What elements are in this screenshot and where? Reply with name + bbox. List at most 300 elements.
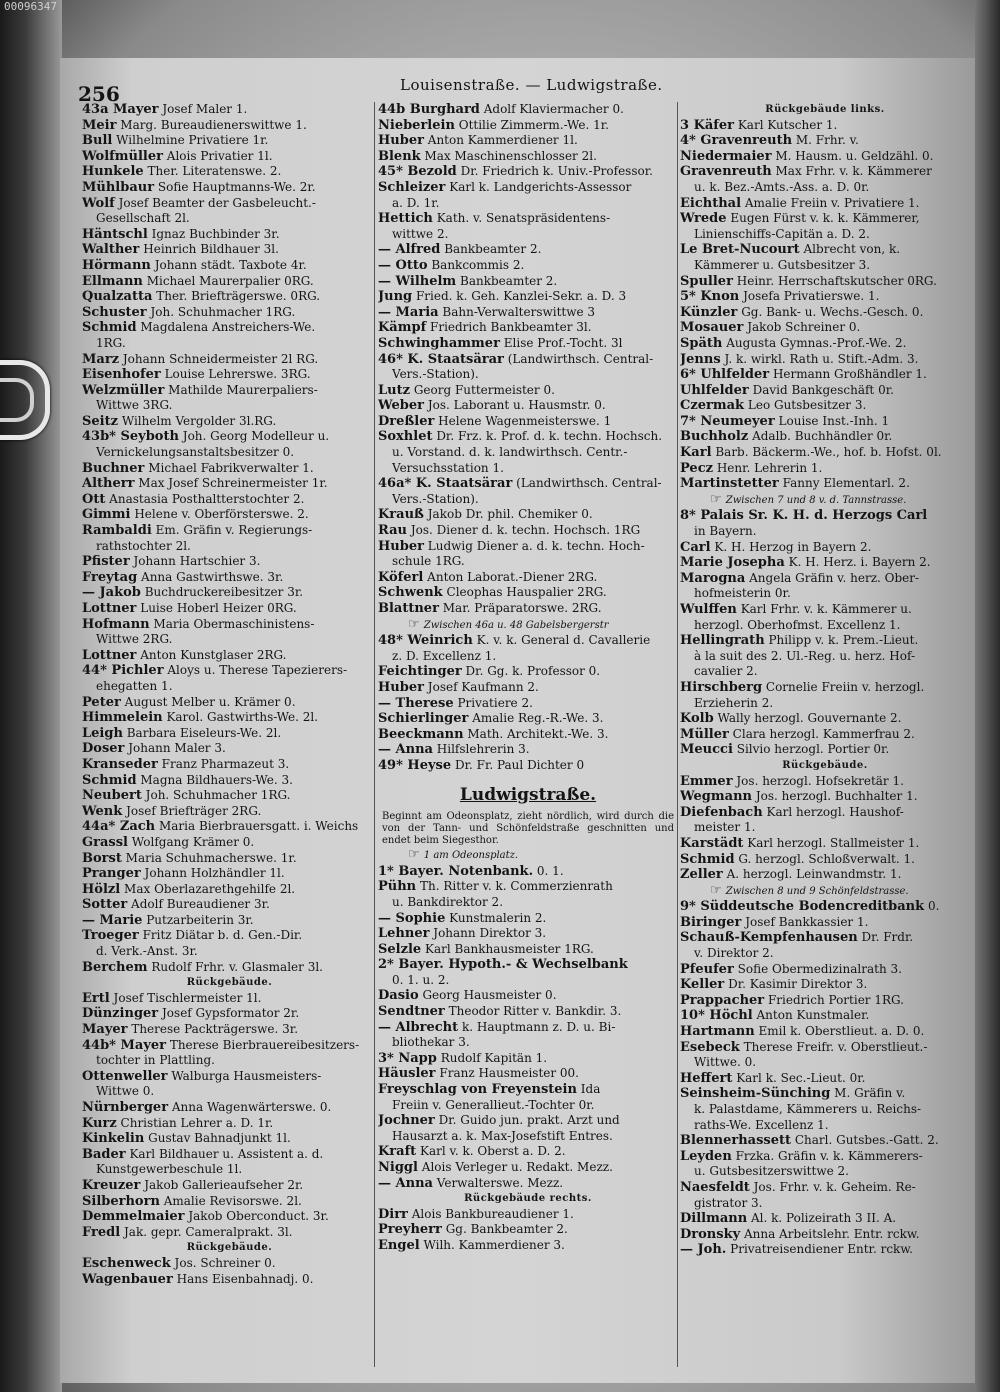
directory-entry [82,648,377,664]
directory-entry [378,758,678,774]
entry-details: Alois Privatier 1l. [166,148,273,163]
entry-details: August Melber u. Krämer 0. [124,694,296,709]
entry-name: 3* Napp [378,1050,437,1066]
directory-entry [378,1113,678,1129]
entry-name: 46a* K. Staatsärar [378,476,513,492]
entry-name: Spuller [680,273,733,289]
entry-details: Wilhelm Vergolder 3l.RG. [121,413,277,428]
entry-details: Therese Packträgerswe. 3r. [131,1022,299,1037]
entry-details: Amalie Revisorswe. 2l. [163,1193,302,1208]
entry-details: Johann Holzhändler 1l. [144,866,285,881]
pointing-hand-icon: ☞ [710,882,726,898]
entry-details: Anna Arbeitslehr. Entr. rckw. [743,1226,920,1241]
entry-name: Engel [378,1237,420,1253]
entry-name: 9* Süddeutsche Bodencreditbank [680,899,925,915]
entry-name: Hellingrath [680,633,765,649]
directory-entry [82,928,377,944]
entry-details: Silvio herzogl. Portier 0r. [736,742,890,757]
entry-name: Schauß-Kempfenhausen [680,930,858,946]
entry-details: G. herzogl. Schloßverwalt. 1. [738,851,915,866]
directory-entry [680,540,970,556]
entry-details: Johann Maler 3. [128,741,226,756]
entry-name: Zeller [680,867,723,883]
entry-name: Wolfmüller [82,148,163,164]
directory-entry [680,1024,970,1040]
entry-continuation: Versuchsstation 1. [392,460,504,475]
entry-details: Karl herzogl. Stallmeister 1. [747,835,920,850]
entry-details: Bankcommis 2. [431,257,525,272]
entry-name: Sendtner [378,1004,445,1020]
entry-details: Bankbeamter 2. [444,242,542,257]
entry-details: Adalb. Buchhändler 0r. [752,429,893,444]
entry-details: Cleophas Hauspalier 2RG. [446,585,607,600]
entry-details: Magna Bildhauers-We. 3. [140,772,293,787]
entry-details: David Bankgeschäft 0r. [752,382,894,397]
entry-name: Uhlfelder [680,382,749,398]
entry-details: Eugen Fürst v. k. k. Kämmerer, [730,211,920,226]
entry-name: Krauß [378,507,424,523]
directory-entry [378,1160,678,1176]
directory-entry [680,742,970,758]
entry-details: Johann Hartschier 3. [133,554,261,569]
directory-entry [680,118,970,134]
entry-name: Köferl [378,569,424,585]
entry-details: Wilhelmine Privatiere 1r. [116,133,269,148]
entry-name: Nürnberger [82,1100,169,1115]
entry-continuation: bliothekar 3. [392,1035,470,1050]
directory-entry [82,180,377,196]
entry-name: Seinsheim-Sünching [680,1086,831,1102]
entry-details: Elise Prof.-Tocht. 3l [503,335,623,350]
directory-entry [82,1256,377,1272]
entry-details: Fritz Diätar b. d. Gen.-Dir. [142,928,303,943]
directory-entry [378,957,678,973]
entry-name: — Jakob [82,585,141,601]
entry-name: Freytag [82,569,138,585]
entry-name: Hettich [378,211,433,227]
entry-details: Ignaz Buchbinder 3r. [151,226,280,241]
entry-name: Meir [82,117,117,133]
entry-details: Alois Verleger u. Redakt. Mezz. [421,1160,613,1174]
directory-entry [680,398,970,414]
directory-entry [82,991,377,1007]
entry-name: Schleizer [378,179,446,195]
directory-entry [378,242,678,258]
entry-continuation: Freiin v. Generallieut.-Tochter 0r. [392,1097,595,1112]
directory-entry [680,461,970,477]
entry-details: Hilfslehrerin 3. [436,742,530,757]
directory-entry [82,695,377,711]
entry-details: Max Maschinenschlosser 2l. [424,148,597,163]
directory-entry [378,711,678,727]
entry-name: Biringer [680,914,742,930]
directory-entry [378,1238,678,1254]
directory-entry [82,570,377,586]
entry-details: Joh. Georg Modelleur u. [182,429,330,444]
street-section-title: Ludwigstraße. [459,784,597,805]
entry-name: Eschenweck [82,1255,171,1271]
cross-street-note [378,617,678,634]
directory-entry [378,633,678,649]
entry-details: Albrecht von, k. [803,242,901,257]
directory-entry [378,1020,678,1036]
entry-name: Kurz [82,1115,117,1131]
entry-name: Schmid [680,851,735,867]
entry-name: Müller [680,726,729,742]
entry-details: Jakob Oberconduct. 3r. [188,1209,329,1224]
directory-entry [680,429,970,445]
directory-entry [378,879,678,895]
entry-details: Kath. v. Senatspräsidentens- [436,211,611,226]
entry-details: Gg. Bankbeamter 2. [445,1222,568,1237]
entry-continuation: z. D. Excellenz 1. [392,648,497,663]
building-subheading: Rückgebäude. [186,977,273,989]
entry-name: Emmer [680,773,733,789]
pointing-hand-icon: ☞ [408,847,424,863]
entry-name: Fredl [82,1224,121,1240]
directory-entry [378,864,678,880]
entry-details: Emil k. Oberstlieut. a. D. 0. [758,1024,925,1039]
entry-name: Marogna [680,570,746,586]
directory-entry [680,367,970,383]
entry-details: Math. Architekt.-We. 3. [467,726,609,741]
entry-name: 1* Bayer. Notenbank. [378,863,534,879]
entry-continuation: Linienschiffs-Capitän a. D. 2. [694,226,870,241]
entry-name: 4* Gravenreuth [680,133,793,149]
entry-name: Hartmann [680,1024,755,1040]
entry-details: Charl. Gutsbes.-Gatt. 2. [794,1133,939,1148]
entry-details: Jakob Dr. phil. Chemiker 0. [427,507,593,522]
directory-entry [378,476,678,492]
entry-continuation: in Bayern. [694,524,757,539]
entry-continuation: Vers.-Station). [392,491,479,506]
entry-details: Augusta Gymnas.-Prof.-We. 2. [726,335,907,350]
entry-details: Josef Bankkassier 1. [745,914,869,929]
entry-name: Meucci [680,742,733,758]
entry-details: Ther. Literatenswe. 2. [147,164,282,179]
entry-name: 44b* Mayer [82,1037,166,1053]
directory-entry [82,196,377,212]
entry-continuation: Erzieherin 2. [694,695,774,710]
entry-details: Rudolf Kapitän 1. [440,1050,548,1065]
cross-street-note [378,847,678,864]
entry-details: Anton Kunstmaler. [756,1008,870,1023]
directory-entry [82,1272,377,1288]
directory-entry [378,429,678,445]
entry-details: Walburga Hausmeisters- [171,1068,322,1083]
entry-name: Eisenhofer [82,367,161,383]
entry-details: Hans Eisenbahnadj. 0. [176,1271,314,1286]
directory-entry [680,320,970,336]
directory-entry [82,118,377,134]
entry-details: Maria Obermaschinistens- [153,616,315,631]
entry-name: Silberhorn [82,1193,160,1209]
entry-details: Magdalena Anstreichers-We. [140,320,316,335]
entry-details: Philipp v. k. Prem.-Lieut. [768,633,919,648]
entry-name: Esebeck [680,1039,740,1055]
entry-name: Wrede [680,211,727,227]
entry-name: Hölzl [82,881,121,897]
entry-name: Soxhlet [378,429,433,445]
directory-entry [82,788,377,804]
entry-details: Amalie Reg.-R.-We. 3. [472,711,604,726]
directory-entry [378,1144,678,1160]
entry-details: Helene v. Oberförsterswe. 2. [134,507,309,522]
entry-continuation: a. D. 1r. [392,195,440,210]
building-subheading: Rückgebäude. [782,759,868,771]
entry-details: Josef Gypsformator 2r. [162,1006,300,1021]
entry-name: Nieberlein [378,117,455,133]
entry-continuation: Wittwe 3RG. [96,398,173,413]
entry-name: Ellmann [82,273,143,289]
directory-entry [378,398,678,414]
entry-continuation: Wittwe 2RG. [96,632,173,647]
entry-details: Johann Direktor 3. [433,926,547,941]
directory-entry [82,554,377,570]
entry-details: Anton Kunstglaser 2RG. [140,647,287,662]
directory-entry [680,305,970,321]
directory-entry [82,1225,377,1241]
entry-name: 10* Höchl [680,1008,753,1024]
entry-name: Rambaldi [82,523,152,539]
entry-details: Michael Fabrikverwalter 1. [148,460,314,475]
entry-details: Angela Gräfin v. herz. Ober- [749,570,920,585]
entry-details: Johann städt. Taxbote 4r. [154,257,307,272]
entry-details: Jos. Diener d. k. techn. Hochsch. 1RG [410,523,641,538]
entry-name: — Marie [82,912,143,928]
cross-street-note [680,492,970,509]
directory-entry [680,1133,970,1149]
entry-name: Dünzinger [82,1006,159,1022]
directory-entry [680,383,970,399]
cross-street-text: Zwischen 7 und 8 v. d. Tannstrasse. [725,494,907,506]
column-2 [378,102,678,1254]
directory-entry [378,305,678,321]
entry-name: Bader [82,1146,126,1162]
entry-continuation: 0. 1. u. 2. [392,972,450,987]
entry-details: Wally herzogl. Gouvernante 2. [717,711,902,726]
directory-entry [680,555,970,571]
entry-details: Johann Schneidermeister 2l RG. [122,351,319,366]
entry-continuation: v. Direktor 2. [694,946,774,961]
entry-name: 44* Pichler [82,663,164,679]
directory-entry [680,289,970,305]
entry-details: Josef Kaufmann 2. [427,679,539,694]
directory-entry [82,757,377,773]
entry-name: Dasio [378,988,419,1004]
entry-name: Jenns [680,351,721,367]
entry-continuation: gistrator 3. [694,1195,763,1210]
entry-continuation: tochter in Plattling. [96,1053,215,1068]
directory-entry [378,414,678,430]
entry-continuation: Gesellschaft 2l. [96,211,190,226]
entry-name: Späth [680,335,723,351]
entry-name: Wagenbauer [82,1271,173,1287]
entry-details: Al. k. Polizeirath 3 II. A. [751,1211,897,1226]
entry-details: Wilh. Kammerdiener 3. [423,1237,565,1252]
column-1 [82,102,377,1287]
entry-details: Jak. gepr. Cameralprakt. 3l. [123,1224,293,1239]
directory-entry [680,899,970,915]
entry-name: Pfister [82,554,130,570]
entry-name: Gravenreuth [680,164,772,180]
directory-entry [82,1100,377,1116]
entry-name: 6* Uhlfelder [680,367,770,383]
directory-entry [82,726,377,742]
entry-name: Karl [680,445,712,461]
directory-entry [680,867,970,883]
cross-street-text: Zwischen 46a u. 48 Gabelsbergerstr [423,619,609,631]
directory-entry [378,523,678,539]
entry-details: Alois Bankbureaudiener 1. [411,1206,574,1221]
directory-entry [82,663,377,679]
directory-entry [378,507,678,523]
directory-entry [82,461,377,477]
entry-details: J. k. wirkl. Rath u. Stift.-Adm. 3. [724,351,919,366]
directory-entry [378,1051,678,1067]
entry-details: Dr. Kasimir Direktor 3. [728,977,868,992]
directory-entry [82,1178,377,1194]
directory-entry [82,149,377,165]
entry-name: Schwenk [378,585,443,601]
directory-entry [680,1242,970,1258]
entry-name: 2* Bayer. Hypoth.- & Wechselbank [378,957,628,973]
entry-continuation: 1RG. [96,335,126,350]
directory-entry [378,988,678,1004]
directory-entry [82,227,377,243]
entry-details: Sofie Obermedizinalrath 3. [737,961,902,976]
page-number: 256 [78,82,120,106]
entry-details: Aloys u. Therese Tapezierers- [167,663,348,678]
entry-name: Schuster [82,304,147,320]
directory-entry [378,258,678,274]
entry-details: Louise Inst.-Inh. 1 [778,413,890,428]
entry-name: — Sophie [378,910,446,926]
entry-name: Blennerhassett [680,1133,792,1149]
entry-details: Josef Beamter der Gasbeleucht.- [118,195,316,210]
entry-name: Mosauer [680,320,744,336]
entry-name: Dreßler [378,413,435,429]
entry-name: — Joh. [680,1242,727,1258]
directory-entry [680,336,970,352]
directory-entry [680,774,970,790]
entry-name: Wolf [82,195,115,211]
entry-details: Karl Frhr. v. k. Kämmerer u. [740,602,912,616]
entry-name: 44b Burghard [378,102,480,117]
entry-name: Dirr [378,1206,408,1222]
entry-details: Friedrich Portier 1RG. [767,992,904,1007]
entry-name: 44a* Zach [82,819,156,835]
scan-id: 00096347 [4,0,57,13]
directory-entry [680,711,970,727]
entry-details: Gg. Bank- u. Wechs.-Gesch. 0. [741,304,924,319]
entry-name: — Anna [378,742,433,758]
directory-entry [378,585,678,601]
entry-details: Anna Wagenwärterswe. 0. [171,1100,332,1114]
directory-entry [82,897,377,913]
entry-name: Kämpf [378,320,427,336]
entry-details: Josef Tischlermeister 1l. [113,990,262,1005]
entry-continuation: schule 1RG. [392,554,465,569]
entry-name: Hofmann [82,616,150,632]
directory-entry [82,601,377,617]
entry-details: Josef Briefträger 2RG. [126,803,262,818]
entry-name: — Therese [378,695,454,711]
entry-details: Barbara Eiseleurs-We. 2l. [126,725,282,740]
directory-entry [378,149,678,165]
entry-name: Häntschl [82,226,148,242]
entry-name: Kolb [680,711,714,727]
directory-entry [680,1086,970,1102]
entry-details: Leo Gutsbesitzer 3. [747,398,867,413]
directory-entry [82,866,377,882]
directory-entry [82,429,377,445]
entry-name: Schierlinger [378,711,469,727]
entry-name: 3 Käfer [680,117,735,133]
directory-entry [82,1209,377,1225]
directory-entry [82,507,377,523]
entry-name: 5* Knon [680,289,740,305]
entry-details: Christian Lehrer a. D. 1r. [120,1115,274,1130]
entry-continuation: Vernickelungsanstaltsbesitzer 0. [96,445,295,460]
entry-name: Buchner [82,460,145,476]
entry-name: Seitz [82,413,118,429]
entry-details: Maria Bierbrauersgatt. i. Weichs [158,819,359,834]
entry-name: Doser [82,741,125,757]
directory-entry [82,133,377,149]
entry-continuation: k. Palastdame, Kämmerers u. Reichs- [694,1102,922,1116]
entry-details: Rudolf Frhr. v. Glasmaler 3l. [151,959,323,974]
entry-name: Altherr [82,476,135,492]
entry-details: Jos. herzogl. Hofsekretär 1. [736,773,904,788]
entry-name: Gimmi [82,507,131,523]
directory-entry [680,727,970,743]
directory-entry [82,367,377,383]
entry-details: Frzka. Gräfin v. k. Kämmerers- [735,1148,923,1163]
building-subheading: Rückgebäude links. [765,104,885,115]
directory-page [60,58,975,1383]
directory-entry [378,926,678,942]
entry-details: Buchdruckereibesitzer 3r. [144,585,304,600]
entry-name: Lehner [378,926,430,942]
entry-continuation: ehegatten 1. [96,678,173,693]
entry-name: Lutz [378,382,410,398]
entry-name: Borst [82,850,122,866]
directory-entry [680,1040,970,1056]
directory-entry [680,805,970,821]
entry-name: Dillmann [680,1211,748,1227]
entry-details: Ida [580,1082,601,1097]
entry-details: Dr. Guido jun. prakt. Arzt und [438,1113,620,1128]
directory-entry [680,164,970,180]
entry-name: Demmelmaier [82,1209,185,1225]
entry-name: Welzmüller [82,382,165,398]
directory-entry [82,164,377,180]
entry-details: Karl herzogl. Haushof- [766,804,904,819]
directory-entry [378,180,678,196]
entry-name: Lottner [82,601,137,616]
entry-details: Ther. Briefträgerswe. 0RG. [156,289,321,304]
directory-entry [82,851,377,867]
entry-details: Karl k. Landgerichts-Assessor [449,179,632,194]
entry-name: Ottenweller [82,1068,168,1084]
entry-name: Troeger [82,928,139,944]
entry-details: Theodor Ritter v. Bankdir. 3. [448,1004,622,1019]
directory-entry [82,242,377,258]
entry-details: Karl Bildhauer u. Assistent a. d. [129,1146,324,1161]
entry-continuation: herzogl. Oberhofmst. Excellenz 1. [694,617,901,632]
directory-entry [82,1116,377,1132]
